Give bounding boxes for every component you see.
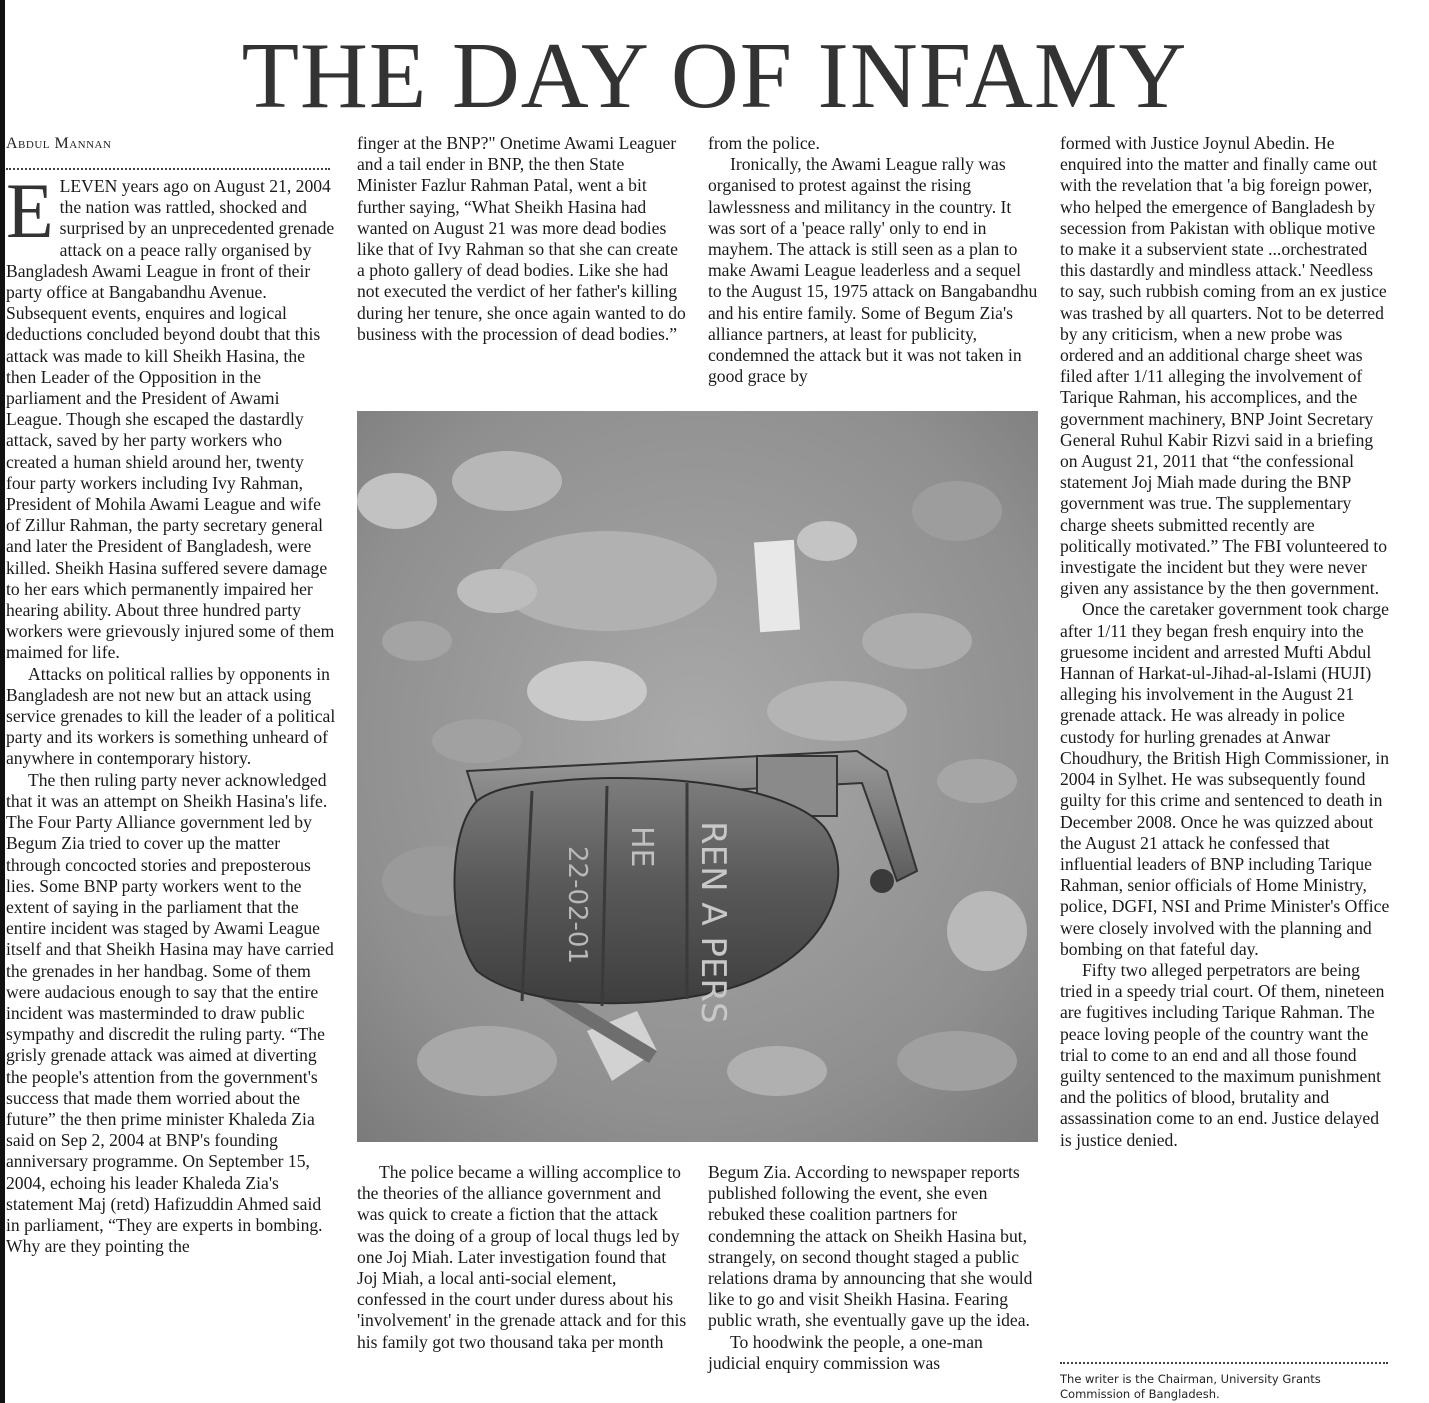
footnote-divider xyxy=(1060,1362,1388,1364)
headline: THE DAY OF INFAMY xyxy=(241,24,1188,128)
column-2-bottom xyxy=(357,1162,687,1353)
paragraph: LEVEN years ago on August 21, 2004 the nation was rattled, shocked and surprised by an unprecedented grenade attack on a peace rally organised by Bangladesh Awami League in front of their party office at Bangabandhu Avenue. Subsequent events, enquires and logical deductions concluded beyond doubt that this attack was made to kill Sheikh Hasina, the then Leader of the Opposition in the parliament and the President of Awami League. Though she escaped the dastardly attack, saved by her party workers who created a human shield around her, twenty four party workers including Ivy Rahman, President of Mohila Awami League and wife of Zillur Rahman, the party secretary general and later the President of Bangladesh, were killed. Sheikh Hasina suffered severe damage to her ears which permanently impaired her hearing ability. About three hundred party workers were grievously injured some of them maimed for life. xyxy=(6,176,335,663)
paragraph: Fifty two alleged perpetrators are being tried in a speedy trial court. Of them, nineteen are fugitives including Tarique Rahman. The peace loving people of the country want the trial to come to an end and all those found guilty sentenced to the maximum punishment and the politics of blood, brutality and assassination come to an end. Justice delayed is justice denied. xyxy=(1060,959,1385,1150)
grenade-photo-image xyxy=(357,411,1038,1142)
paragraph: Once the caretaker government took charge after 1/11 they began fresh enquiry into the gruesome incident and arrested Mufti Abdul Hannan of Harkat-ul-Jihad-al-Islami (HUJI) alleging his involvement in the August 21 grenade attack. He was already in police custody for hurling grenades at Anwar Choudhury, the British High Commissioner, in 2004 in Sylhet. He was subsequently found guilty for this crime and sentenced to death in December 2008. Once he was quizzed about the August 21 attack he confessed that influential leaders of BNP including Tarique Rahman, senior officials of Home Ministry, police, DGFI, NSI and Prime Minister's Office were closely involved with the planning and bombing on that fateful day. xyxy=(1060,599,1390,959)
paragraph: To hoodwink the people, a one-man judicial enquiry commission was xyxy=(708,1331,983,1373)
grenade-photo xyxy=(357,411,1038,1142)
paragraph: The police became a willing accomplice to the theories of the alliance government and was quick to create a fiction that the attack was the doing of a group of local thugs led by one Joj Miah. Later investigation found that Joj Miah, a local anti-social element, confessed in the court under duress about his 'involvement' in the grenade attack and for this his family got two thousand taka per month xyxy=(357,1162,687,1352)
paragraph: from the police. xyxy=(708,133,820,153)
drop-cap: E xyxy=(6,167,54,254)
page-edge-bar xyxy=(0,0,5,1403)
column-1 xyxy=(6,167,336,1257)
column-4 xyxy=(1060,133,1390,1151)
paragraph: Ironically, the Awami League rally was organised to protest against the rising lawlessness and militancy in the country. It was sort of a 'peace rally' only to end in mayhem. The attack is still seen as a plan to make Awami League leaderless and a sequel to the August 15, 1975 attack on Bangabandhu and his entire family. Some of Begum Zia's alliance partners, at least for publicity, condemned the attack but it was not taken in good grace by xyxy=(708,154,1038,387)
paragraph: formed with Justice Joynul Abedin. He enquired into the matter and finally came out with the revelation that 'a big foreign power, who helped the emergence of Bangladesh by secession from Pakistan with oblique motive to make it a subservient state ...orchestrated this dastardly and mindless attack.' Needless to say, such rubbish coming from an ex justice was trashed by all quarters. Not to be deterred by any criticism, when a new probe was ordered and an additional charge sheet was filed after 1/11 alleging the involvement of Tarique Rahman, his accomplices, and the government machinery, BNP Joint Secretary General Ruhul Kabir Rizvi said in a briefing on August 21, 2011 that “the confessional statement Joj Miah made during the BNP government was true. The supplementary charge sheets submitted recently are politically motivated.” The FBI volunteered to investigate the incident but they were never given any assistance by the then government. xyxy=(1060,133,1388,599)
grenade-marking-1: REN A PERS xyxy=(693,821,733,1024)
byline-divider xyxy=(6,168,330,170)
paragraph: finger at the BNP?" Onetime Awami Leaguer and a tail ender in BNP, the then State Minister Fazlur Rahman Patal, went a bit further saying, “What Sheikh Hasina had wanted on August 21 was more dead bodies like that of Ivy Rahman so that she can create a photo gallery of dead bodies. Like she had not executed the verdict of her father's killing during her tenure, she once again wanted to do business with the procession of dead bodies.” xyxy=(357,133,686,344)
author-footnote: The writer is the Chairman, University Grants Commission of Bangladesh. xyxy=(1060,1372,1321,1401)
grenade-marking-3: 22-02-01 xyxy=(562,846,592,965)
column-2-top xyxy=(357,133,687,345)
paragraph: Begum Zia. According to newspaper reports published following the event, she even rebuked these coalition partners for condemning the attack on Sheikh Hasina but, strangely, on second thought staged a public relations drama by announcing that she would like to go and visit Sheikh Hasina. Fearing public wrath, she eventually gave up the idea. xyxy=(708,1162,1033,1331)
column-3-bottom xyxy=(708,1162,1038,1374)
grenade-marking-2: HE xyxy=(624,826,659,868)
paragraph: Attacks on political rallies by opponents in Bangladesh are not new but an attack using service grenades to kill the leader of a political party and its workers is something unheard of anywhere in contemporary history. xyxy=(6,663,336,769)
paragraph: The then ruling party never acknowledged that it was an attempt on Sheikh Hasina's life. The Four Party Alliance government led by Begum Zia tried to cover up the matter through concocted stories and preposterous lies. Some BNP party workers went to the extent of saying in the parliament that the entire incident was staged by Awami League itself and that Sheikh Hasina may have carried the grenades in her handbag. Some of them were audacious enough to say that the entire incident was masterminded to draw public sympathy and discredit the ruling party. “The grisly grenade attack was aimed at diverting the people's attention from the government's success that made them worried about the future” the then prime minister Khaleda Zia said on Sep 2, 2004 at BNP's founding anniversary programme. On September 15, 2004, echoing his leader Khaleda Zia's statement Maj (retd) Hafizuddin Ahmed said in parliament, “They are experts in bombing. Why are they pointing the xyxy=(6,769,334,1257)
byline: Abdul Mannan xyxy=(6,135,112,152)
column-3-top xyxy=(708,133,1038,387)
